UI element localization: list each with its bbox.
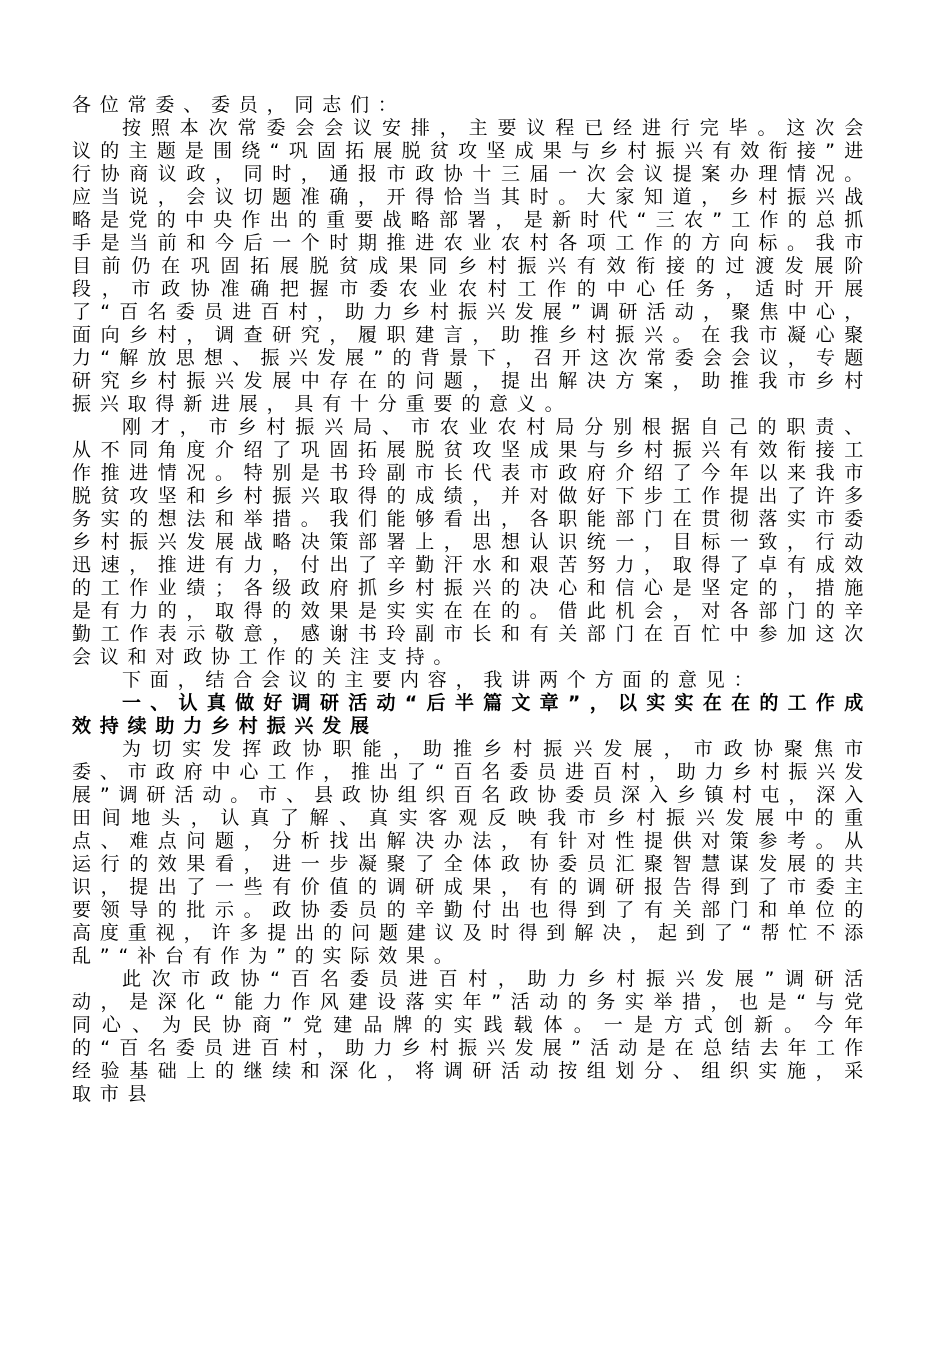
section-one-heading: 一、认真做好调研活动“后半篇文章”，以实实在在的工作成效持续助力乡村振兴发展 xyxy=(72,692,872,737)
paragraph-research-activity: 为切实发挥政协职能，助推乡村振兴发展，市政协聚焦市委、市政府中心工作，推出了“百名委员进百村，助力乡村振兴发展”调研活动。市、县政协组织百名政协委员深入乡镇村屯，深入田间地头，认真了解、真实客观反映我市乡村振兴发展中的重点、难点问题，分析找出解决办法，有针对性提供对策参考。从运行的效果看，进一步凝聚了全体政协委员汇聚智慧谋发展的共识，提出了一些有价值的调研成果，有的调研报告得到了市委主要领导的批示。政协委员的辛勤付出也得到了有关部门和单位的高度重视，许多提出的问题建议及时得到解决，起到了“帮忙不添乱”“补台有作为”的实际效果。 xyxy=(72,738,872,967)
paragraph-transition: 下面，结合会议的主要内容，我讲两个方面的意见： xyxy=(122,669,762,691)
paragraph-agenda-complete: 按照本次常委会会议安排，主要议程已经进行完毕。这次会议的主题是围绕“巩固拓展脱贫攻坚成果与乡村振兴有效衔接”进行协商议政，同时，通报市政协十三届一次会议提案办理情况。应当说，会议切题准确，开得恰当其时。大家知道，乡村振兴战略是党的中央作出的重要战略部署，是新时代“三农”工作的总抓手是当前和今后一个时期推进农业农村各项工作的方向标。我市目前仍在巩固拓展脱贫成果同乡村振兴有效衔接的过渡发展阶段，市政协准确把握市委农业农村工作的中心任务，适时开展了“百名委员进百村，助力乡村振兴发展”调研活动，聚焦中心，面向乡村，调查研究，履职建言，助推乡村振兴。在我市凝心聚力“解放思想、振兴发展”的背景下，召开这次常委会会议，专题研究乡村振兴发展中存在的问题，提出解决方案，助推我市乡村振兴取得新进展，具有十分重要的意义。 xyxy=(72,117,872,415)
paragraph-department-reports: 刚才，市乡村振兴局、市农业农村局分别根据自己的职责、从不同角度介绍了巩固拓展脱贫攻坚成果与乡村振兴有效衔接工作推进情况。特别是书玲副市长代表市政府介绍了今年以来我市脱贫攻坚和乡村振兴取得的成绩，并对做好下步工作提出了许多务实的想法和举措。我们能够看出，各职能部门在贯彻落实市委乡村振兴发展战略决策部署上，思想认识统一，目标一致，行动迅速，推进有力，付出了辛勤汗水和艰苦努力，取得了卓有成效的工作业绩；各级政府抓乡村振兴的决心和信心是坚定的，措施是有力的，取得的效果是实实在在的。借此机会，对各部门的辛勤工作表示敬意，感谢书玲副市长和有关部门在百忙中参加这次会议和对政协工作的关注支持。 xyxy=(72,416,872,668)
document-page xyxy=(72,94,872,1106)
salutation: 各位常委、委员，同志们： xyxy=(72,94,406,116)
paragraph-activity-significance: 此次市政协“百名委员进百村，助力乡村振兴发展”调研活动，是深化“能力作风建设落实年”活动的务实举措，也是“与党同心、为民协商”党建品牌的实践载体。一是方式创新。今年的“百名委员进百村，助力乡村振兴发展”活动是在总结去年工作经验基础上的继续和深化，将调研活动按组划分、组织实施，采取市县 xyxy=(72,968,872,1105)
